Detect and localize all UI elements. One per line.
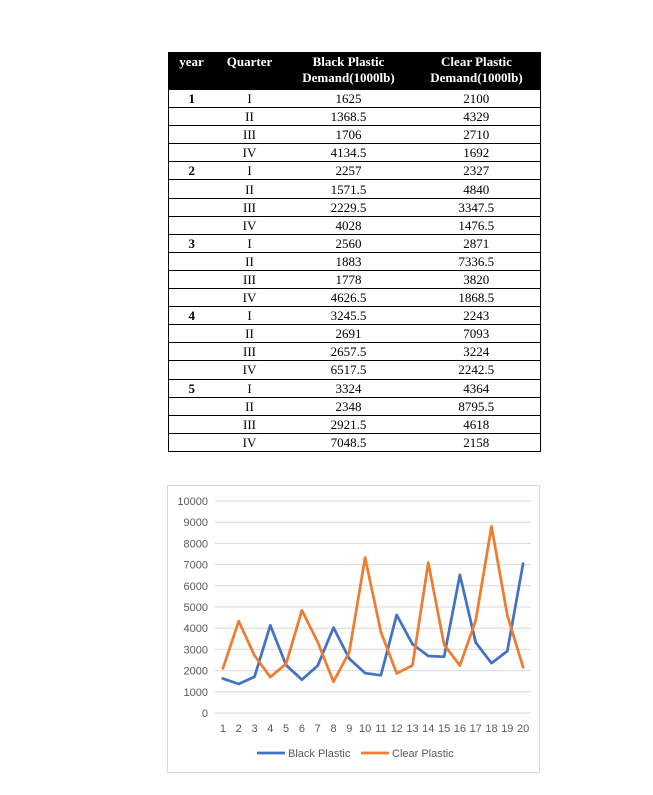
y-tick-label: 1000: [183, 686, 208, 699]
table-cell-quarter: I: [215, 379, 285, 397]
table-cell-quarter: III: [215, 198, 285, 216]
table-cell-clear-plastic: 2158: [413, 433, 541, 451]
table-cell-black-plastic: 2921.5: [285, 415, 413, 433]
y-tick-label: 2000: [183, 665, 208, 678]
table-cell-clear-plastic: 3347.5: [413, 198, 541, 216]
table-cell-clear-plastic: 2871: [413, 234, 541, 252]
x-tick-label: 7: [314, 723, 321, 735]
x-tick-label: 13: [406, 723, 419, 735]
table-header-row: [169, 53, 541, 90]
x-tick-label: 12: [390, 723, 403, 735]
x-tick-label: 1: [219, 723, 226, 735]
table-cell-black-plastic: 2348: [285, 397, 413, 415]
table-cell-quarter: III: [215, 270, 285, 288]
table-cell-black-plastic: 2657.5: [285, 343, 413, 361]
x-tick-label: 9: [346, 723, 353, 735]
table-cell-clear-plastic: 4329: [413, 108, 541, 126]
table-cell-year: 3: [169, 234, 215, 252]
x-tick-label: 10: [358, 723, 372, 735]
table-cell-clear-plastic: 3224: [413, 343, 541, 361]
table-cell-year: [169, 415, 215, 433]
table-row: [169, 144, 541, 162]
table-cell-clear-plastic: 7093: [413, 325, 541, 343]
y-tick-label: 10000: [177, 496, 208, 508]
table-cell-quarter: IV: [215, 433, 285, 451]
table-row: [169, 108, 541, 126]
table-cell-black-plastic: 1368.5: [285, 108, 413, 126]
table-row: [169, 162, 541, 180]
table-cell-black-plastic: 3245.5: [285, 307, 413, 325]
table-row: [169, 433, 541, 451]
table-cell-year: [169, 343, 215, 361]
table-cell-black-plastic: 1778: [285, 270, 413, 288]
x-tick-label: 17: [469, 723, 482, 735]
chart-frame: [167, 485, 540, 773]
table-row: [169, 90, 541, 108]
table-cell-quarter: II: [215, 397, 285, 415]
table-cell-clear-plastic: 1868.5: [413, 289, 541, 307]
header-quarter: Quarter: [215, 53, 285, 90]
table-cell-quarter: III: [215, 415, 285, 433]
x-tick-label: 6: [298, 723, 305, 735]
table-cell-year: [169, 325, 215, 343]
table-cell-quarter: IV: [215, 216, 285, 234]
table-row: [169, 379, 541, 397]
table-cell-black-plastic: 4028: [285, 216, 413, 234]
table-cell-black-plastic: 1883: [285, 252, 413, 270]
table-cell-year: 1: [169, 90, 215, 108]
table-cell-black-plastic: 2691: [285, 325, 413, 343]
table-cell-quarter: I: [215, 307, 285, 325]
table-cell-black-plastic: 4626.5: [285, 289, 413, 307]
table-row: [169, 198, 541, 216]
series-line-black-plastic: [223, 564, 523, 684]
table-cell-quarter: I: [215, 162, 285, 180]
y-tick-label: 9000: [183, 517, 208, 530]
x-tick-label: 5: [283, 723, 290, 735]
table-cell-quarter: IV: [215, 361, 285, 379]
table-row: [169, 126, 541, 144]
table-cell-year: [169, 289, 215, 307]
table-cell-year: [169, 198, 215, 216]
table-cell-year: 4: [169, 307, 215, 325]
table-row: [169, 361, 541, 379]
table-row: [169, 234, 541, 252]
legend-label: Clear Plastic: [392, 748, 454, 760]
x-tick-label: 20: [516, 723, 530, 735]
table-cell-clear-plastic: 2243: [413, 307, 541, 325]
table-cell-year: [169, 433, 215, 451]
table-cell-quarter: II: [215, 252, 285, 270]
x-tick-label: 11: [375, 723, 387, 735]
y-tick-label: 4000: [183, 623, 208, 636]
table-cell-clear-plastic: 7336.5: [413, 252, 541, 270]
table-cell-year: 5: [169, 379, 215, 397]
table-cell-clear-plastic: 2710: [413, 126, 541, 144]
data-table: [168, 52, 541, 452]
table-cell-black-plastic: 3324: [285, 379, 413, 397]
table-row: [169, 325, 541, 343]
table-cell-clear-plastic: 4618: [413, 415, 541, 433]
table-cell-year: [169, 144, 215, 162]
table-row: [169, 216, 541, 234]
table-cell-year: [169, 180, 215, 198]
table-cell-black-plastic: 6517.5: [285, 361, 413, 379]
table-cell-black-plastic: 1625: [285, 90, 413, 108]
table-cell-quarter: I: [215, 234, 285, 252]
y-tick-label: 7000: [183, 559, 208, 572]
table-cell-black-plastic: 2257: [285, 162, 413, 180]
table-cell-quarter: IV: [215, 289, 285, 307]
table-cell-black-plastic: 4134.5: [285, 144, 413, 162]
table-cell-quarter: I: [215, 90, 285, 108]
table-cell-quarter: II: [215, 108, 285, 126]
table-cell-clear-plastic: 8795.5: [413, 397, 541, 415]
table-cell-black-plastic: 1571.5: [285, 180, 413, 198]
line-chart: [168, 486, 541, 774]
x-tick-label: 14: [422, 723, 435, 735]
table-row: [169, 252, 541, 270]
header-year: year: [169, 53, 215, 90]
table-cell-clear-plastic: 1476.5: [413, 216, 541, 234]
table-cell-year: [169, 397, 215, 415]
table-cell-clear-plastic: 4840: [413, 180, 541, 198]
series-line-clear-plastic: [223, 527, 523, 682]
x-tick-label: 16: [453, 723, 467, 735]
table-cell-year: [169, 108, 215, 126]
legend-label: Black Plastic: [288, 748, 351, 760]
table-row: [169, 307, 541, 325]
table-cell-year: [169, 361, 215, 379]
table-cell-quarter: III: [215, 126, 285, 144]
table-body: [169, 90, 541, 452]
table-cell-year: [169, 252, 215, 270]
table-row: [169, 343, 541, 361]
table-cell-year: [169, 270, 215, 288]
header-clear-plastic: Clear Plastic Demand(1000lb): [413, 53, 541, 90]
table-cell-clear-plastic: 3820: [413, 270, 541, 288]
table-cell-quarter: IV: [215, 144, 285, 162]
y-tick-label: 0: [201, 708, 208, 720]
table-cell-clear-plastic: 1692: [413, 144, 541, 162]
y-tick-label: 5000: [183, 602, 208, 614]
table-cell-quarter: II: [215, 180, 285, 198]
table-row: [169, 397, 541, 415]
table-row: [169, 289, 541, 307]
table-cell-year: [169, 126, 215, 144]
header-black-plastic: Black Plastic Demand(1000lb): [285, 53, 413, 90]
x-tick-label: 4: [267, 723, 274, 735]
table-cell-black-plastic: 2229.5: [285, 198, 413, 216]
table-cell-black-plastic: 7048.5: [285, 433, 413, 451]
table-row: [169, 415, 541, 433]
table-cell-black-plastic: 2560: [285, 234, 413, 252]
table-cell-quarter: III: [215, 343, 285, 361]
table-cell-black-plastic: 1706: [285, 126, 413, 144]
table-row: [169, 270, 541, 288]
x-tick-label: 15: [437, 723, 451, 735]
x-tick-label: 2: [235, 723, 242, 735]
x-tick-label: 3: [251, 723, 258, 735]
table-cell-quarter: II: [215, 325, 285, 343]
table-row: [169, 180, 541, 198]
y-tick-label: 8000: [183, 538, 208, 551]
x-tick-label: 8: [330, 723, 337, 735]
x-tick-label: 19: [501, 723, 514, 735]
table-cell-year: 2: [169, 162, 215, 180]
table-cell-year: [169, 216, 215, 234]
table-cell-clear-plastic: 4364: [413, 379, 541, 397]
y-tick-label: 6000: [183, 580, 208, 593]
y-tick-label: 3000: [183, 644, 208, 657]
table-cell-clear-plastic: 2327: [413, 162, 541, 180]
x-tick-label: 18: [485, 723, 498, 735]
table-cell-clear-plastic: 2100: [413, 90, 541, 108]
table-cell-clear-plastic: 2242.5: [413, 361, 541, 379]
